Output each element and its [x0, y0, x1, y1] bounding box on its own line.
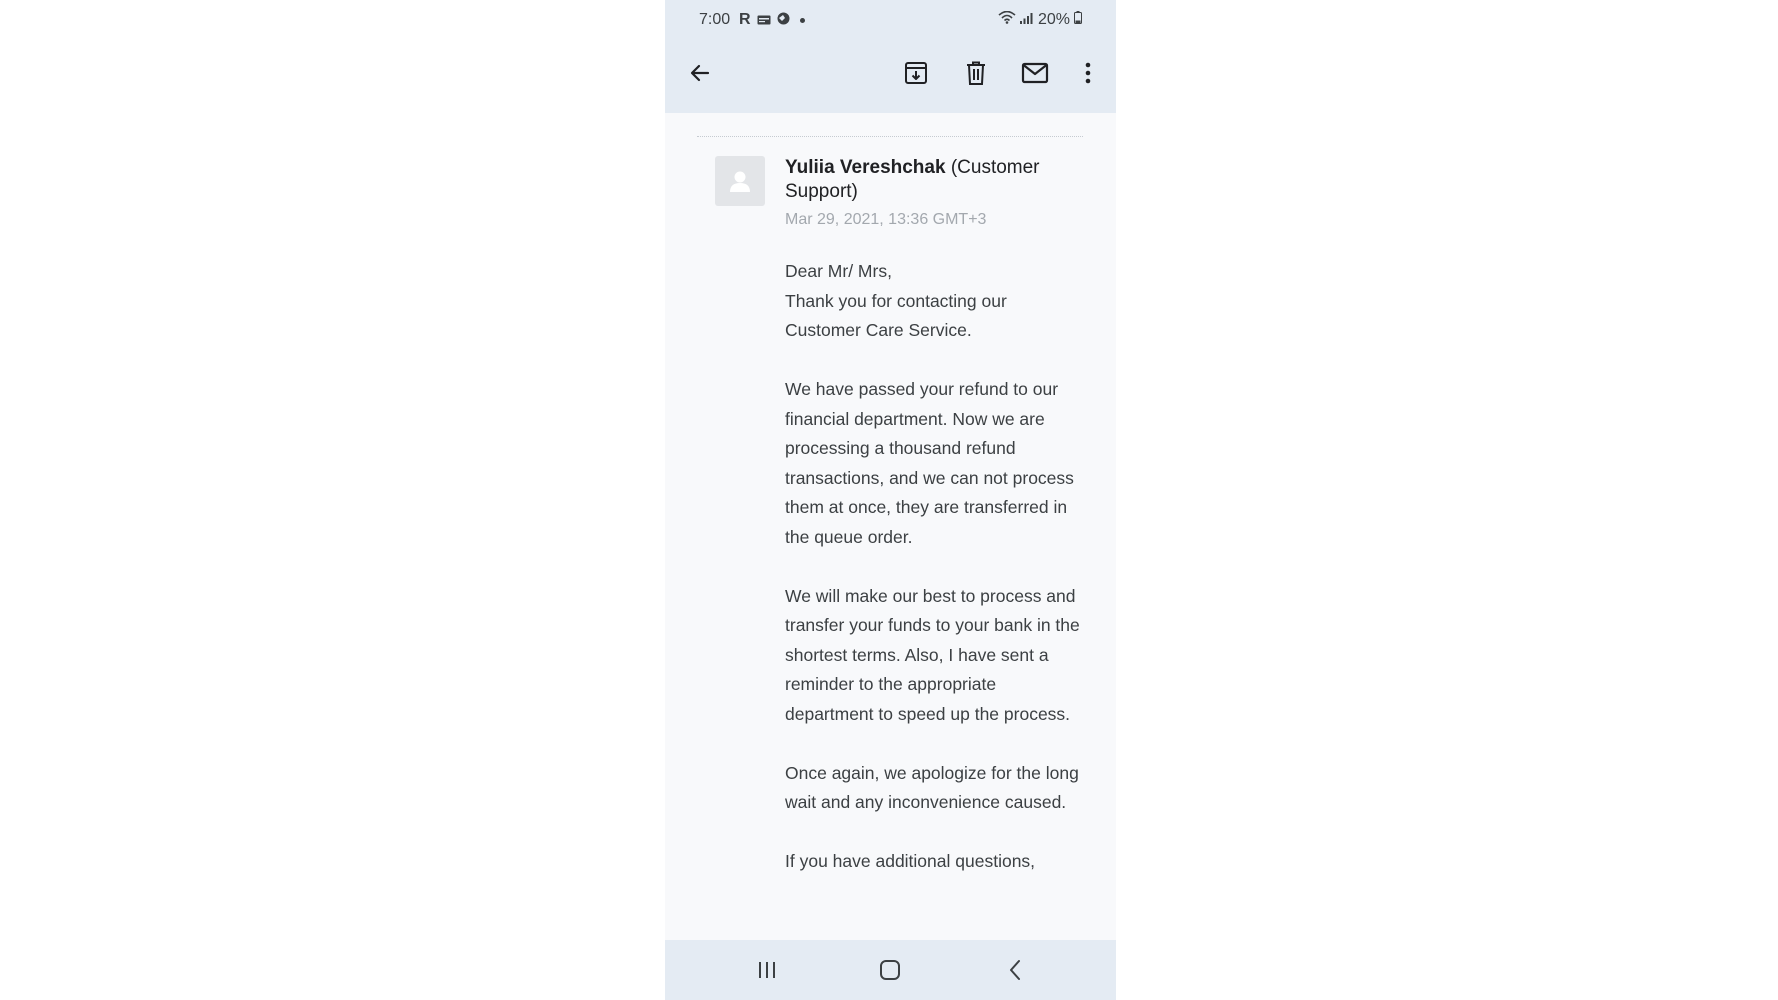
back-arrow-icon [688, 61, 712, 85]
status-bar [665, 0, 1116, 40]
status-right-icons [998, 11, 1082, 29]
body-paragraph-process: We will make our best to process and transfer your funds to your bank in the shortest terms. Also, I have sent a reminder to the appropriate department to speed up the process. [785, 585, 1080, 724]
status-card-icon [757, 12, 771, 28]
email-content[interactable] [665, 113, 1116, 940]
status-globe-icon [777, 12, 790, 28]
battery-percent: 20% [1037, 11, 1070, 28]
nav-back-icon [1008, 959, 1022, 981]
thread-divider [697, 136, 1083, 137]
person-icon [727, 168, 753, 194]
email-toolbar [665, 40, 1116, 113]
sender-avatar[interactable] [715, 156, 765, 206]
mail-icon [1021, 62, 1049, 84]
status-time: 7:00 [699, 11, 731, 28]
sender-name: Yuliia Vereshchak [785, 157, 946, 178]
trash-icon [964, 60, 988, 86]
mark-unread-button[interactable] [1020, 58, 1050, 88]
nav-back-button[interactable] [1000, 955, 1030, 985]
more-vert-icon [1084, 61, 1092, 85]
body-paragraph-questions: If you have additional questions, [785, 851, 1036, 871]
archive-icon [903, 60, 929, 86]
body-paragraph-greeting: Dear Mr/ Mrs, Thank you for contacting our Customer Care Service. [785, 261, 1007, 340]
system-nav-bar [665, 940, 1116, 1000]
wifi-icon [998, 11, 1016, 29]
more-options-button[interactable] [1073, 58, 1103, 88]
battery-icon [1074, 11, 1082, 29]
email-body [785, 257, 1085, 906]
home-icon [879, 959, 901, 981]
status-notification-icons [739, 11, 805, 29]
phone-screen [665, 0, 1116, 1000]
email-date: Mar 29, 2021, 13:36 GMT+3 [785, 211, 987, 228]
body-paragraph-refund: We have passed your refund to our financial department. Now we are processing a thousand refund transactions, and we can not process them at once, they are transferred in the queue order. [785, 379, 1074, 547]
delete-button[interactable] [961, 58, 991, 88]
status-r-icon: R [739, 11, 751, 28]
body-paragraph-apology: Once again, we apologize for the long wait and any inconvenience caused. [785, 762, 1079, 812]
recents-icon [756, 960, 778, 980]
back-button[interactable] [685, 58, 715, 88]
recents-button[interactable] [752, 955, 782, 985]
sender-line[interactable] [785, 156, 1085, 204]
home-button[interactable] [875, 955, 905, 985]
archive-button[interactable] [901, 58, 931, 88]
status-dot-icon [800, 18, 805, 23]
sender-org: (Customer Support) [785, 157, 1040, 202]
signal-icon [1020, 11, 1034, 29]
